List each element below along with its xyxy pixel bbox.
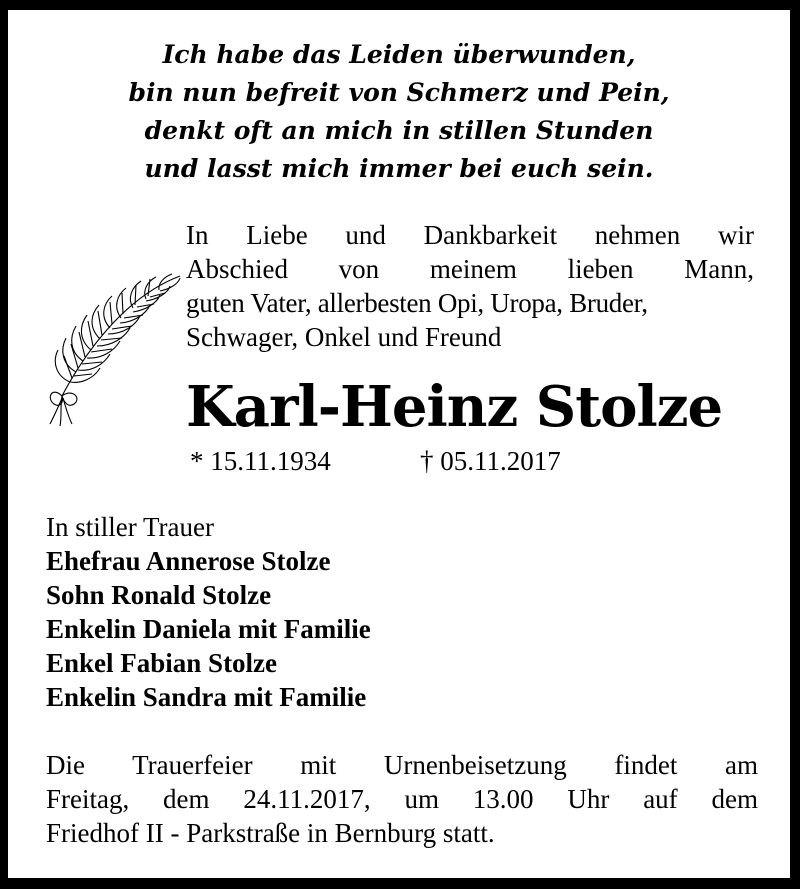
intro-line-text: In Liebe und Dankbarkeit nehmen wir <box>186 220 754 250</box>
mourner-name: Enkelin Daniela mit Familie <box>46 614 371 644</box>
feather-icon <box>42 258 188 428</box>
poem-line: Ich habe das Leiden überwunden, <box>162 40 636 69</box>
funeral-line: Freitag, dem 24.11.2017, um 13.00 Uhr auf dem <box>46 784 758 814</box>
mourner-name: Enkel Fabian Stolze <box>46 648 278 678</box>
poem-line: und lasst mich immer bei euch sein. <box>144 154 654 183</box>
obituary-notice <box>8 10 790 878</box>
funeral-line: Friedhof II - Parkstraße in Bernburg statt. <box>46 818 495 848</box>
mourners-list <box>46 510 371 714</box>
mourner-name: Ehefrau Annerose Stolze <box>46 546 331 576</box>
mourners-heading: In stiller Trauer <box>46 512 214 542</box>
funeral-line: Die Trauerfeier mit Urnenbeisetzung findet am <box>46 750 758 780</box>
intro-text <box>186 218 754 354</box>
intro-line-text: Abschied von meinem lieben Mann, <box>186 254 754 284</box>
funeral-announcement <box>46 748 758 850</box>
deceased-name: Karl-Heinz Stolze <box>186 374 723 440</box>
intro-line <box>186 286 754 320</box>
intro-line <box>186 320 754 354</box>
mourner-name: Sohn Ronald Stolze <box>46 580 272 610</box>
intro-line-text: Schwager, Onkel und Freund <box>186 322 502 352</box>
poem-line: denkt oft an mich in stillen Stunden <box>144 116 654 145</box>
intro-line <box>186 252 754 286</box>
intro-line-text: guten Vater, allerbesten Opi, Uropa, Bruder, <box>186 288 648 318</box>
birth-date: * 15.11.1934 <box>190 446 331 476</box>
poem-line: bin nun befreit von Schmerz und Pein, <box>128 78 670 107</box>
life-dates <box>190 444 561 478</box>
poem <box>8 36 790 188</box>
death-date: † 05.11.2017 <box>420 446 561 476</box>
mourner-name: Enkelin Sandra mit Familie <box>46 682 367 712</box>
intro-line <box>186 218 754 252</box>
